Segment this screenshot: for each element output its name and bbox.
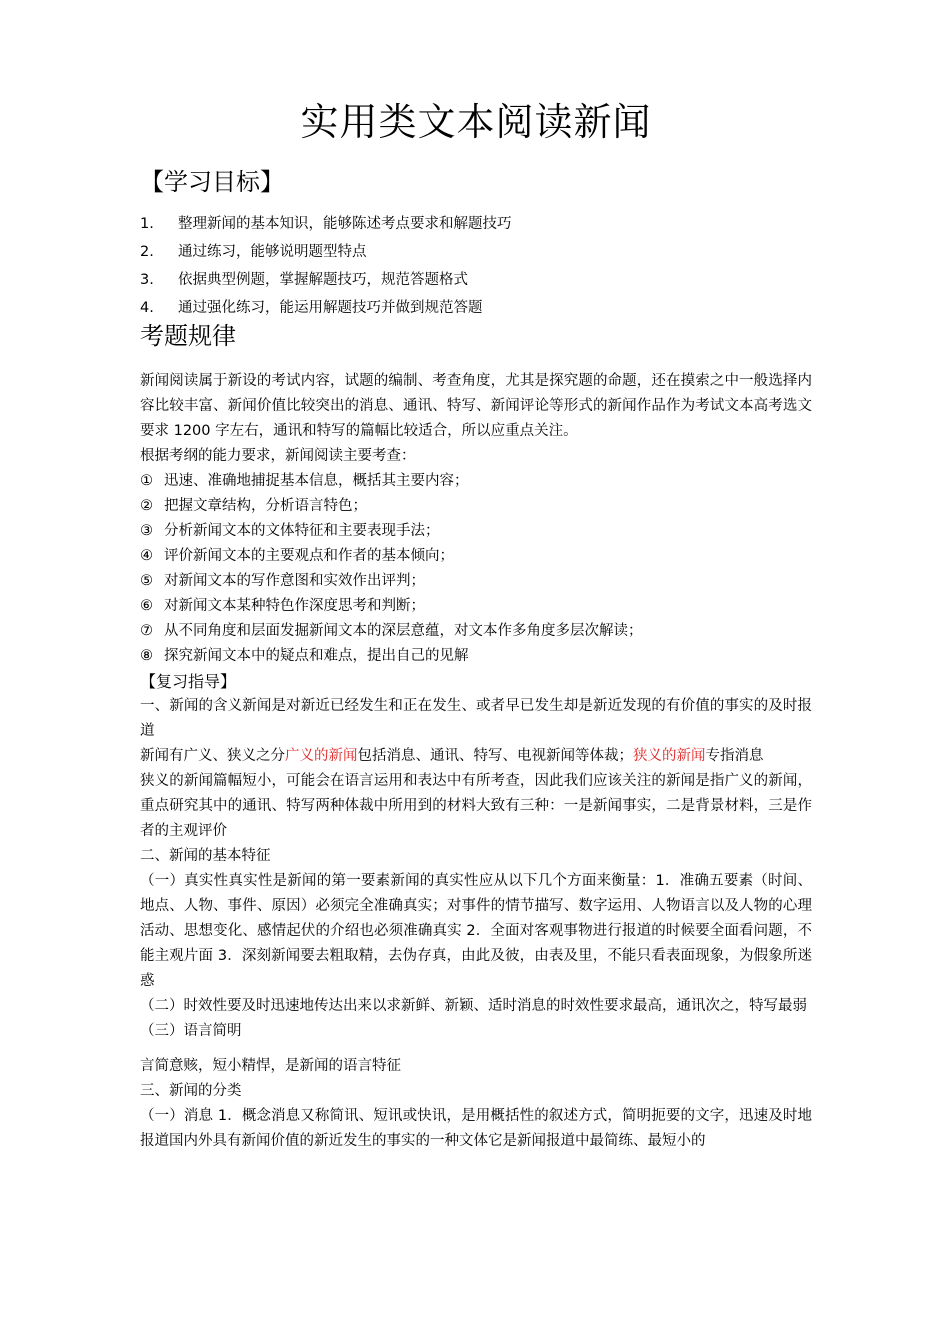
list-mark: ⑤ bbox=[140, 573, 153, 589]
goals-heading: 【学习目标】 bbox=[140, 168, 284, 196]
list-text: 探究新闻文本中的疑点和难点，提出自己的见解 bbox=[164, 648, 469, 664]
list-text: 分析新闻文本的文体特征和主要表现手法； bbox=[164, 523, 440, 539]
list-text: 对新闻文本的写作意图和实效作出评判； bbox=[164, 573, 425, 589]
review-authenticity: （一）真实性真实性是新闻的第一要素新闻的真实性应从以下几个方面来衡量：1．准确五要素（时间、地点、人物、事件、原因）必须完全准确真实；对事件的情节描写、数字运用、人物语言以及人物的心理活动、思想变化、感情起伏的介绍也必须准确真实 2．全面对客观事物进行报道的时候要全面看问题，不能主观片面 3．深刻新闻要去粗取精，去伪存真，由此及彼，由表及里，不能只看表面现象，为假象所迷惑 bbox=[140, 873, 812, 989]
list-mark: ③ bbox=[140, 523, 153, 539]
page-title: 实用类文本阅读新闻 bbox=[300, 100, 652, 144]
list-text: 把握文章结构，分析语言特色； bbox=[164, 498, 367, 514]
rules-heading: 考题规律 bbox=[140, 322, 236, 350]
list-mark: ④ bbox=[140, 548, 153, 564]
list-item bbox=[140, 294, 512, 322]
list-item bbox=[140, 594, 812, 619]
list-item bbox=[140, 469, 812, 494]
list-item bbox=[140, 544, 812, 569]
list-item bbox=[140, 210, 512, 238]
review-timeliness: （二）时效性要及时迅速地传达出来以求新鲜、新颖、适时消息的时效性要求最高，通讯次之，特写最弱 bbox=[140, 998, 807, 1014]
review-concise-heading: （三）语言简明 bbox=[140, 1023, 242, 1039]
list-item bbox=[140, 644, 812, 669]
list-item bbox=[140, 494, 812, 519]
list-mark: ⑧ bbox=[140, 648, 153, 664]
goals-list bbox=[140, 210, 512, 322]
list-mark: ② bbox=[140, 498, 153, 514]
highlight-narrow-news: 狭义的新闻 bbox=[633, 748, 706, 764]
list-number: 2. bbox=[140, 244, 154, 260]
list-number: 4. bbox=[140, 300, 154, 316]
list-text: 整理新闻的基本知识，能够陈述考点要求和解题技巧 bbox=[178, 216, 512, 232]
list-item bbox=[140, 569, 812, 594]
review-definition: 一、新闻的含义新闻是对新近已经发生和正在发生、或者早已发生却是新近发现的有价值的事实的及时报道 bbox=[140, 698, 812, 739]
list-text: 通过练习，能够说明题型特点 bbox=[178, 244, 367, 260]
list-item bbox=[140, 238, 512, 266]
review-features-heading: 二、新闻的基本特征 bbox=[140, 848, 271, 864]
review-types-heading: 三、新闻的分类 bbox=[140, 1083, 242, 1099]
review-heading: 【复习指导】 bbox=[140, 672, 237, 691]
list-text: 迅速、准确地捕捉基本信息，概括其主要内容； bbox=[164, 473, 469, 489]
list-item bbox=[140, 266, 512, 294]
text-span: 新闻有广义、狭义之分 bbox=[140, 748, 285, 764]
review-news-message: （一）消息 1．概念消息又称简讯、短讯或快讯，是用概括性的叙述方式，简明扼要的文字，迅速及时地报道国内外具有新闻价值的新近发生的事实的一种文体它是新闻报道中最简练、最短小的 bbox=[140, 1108, 812, 1149]
list-text: 从不同角度和层面发掘新闻文本的深层意蕴，对文本作多角度多层次解读； bbox=[164, 623, 643, 639]
list-number: 1. bbox=[140, 216, 154, 232]
list-text: 对新闻文本某种特色作深度思考和判断； bbox=[164, 598, 425, 614]
list-mark: ① bbox=[140, 473, 153, 489]
list-text: 通过强化练习，能运用解题技巧并做到规范答题 bbox=[178, 300, 483, 316]
list-text: 评价新闻文本的主要观点和作者的基本倾向； bbox=[164, 548, 454, 564]
list-text: 依据典型例题，掌握解题技巧，规范答题格式 bbox=[178, 272, 468, 288]
list-mark: ⑥ bbox=[140, 598, 153, 614]
list-number: 3. bbox=[140, 272, 154, 288]
highlight-broad-news: 广义的新闻 bbox=[285, 748, 358, 764]
review-scope bbox=[140, 744, 812, 769]
rules-body bbox=[140, 369, 812, 1154]
rules-lead: 根据考纲的能力要求，新闻阅读主要考查： bbox=[140, 448, 416, 464]
list-item bbox=[140, 619, 812, 644]
rules-intro: 新闻阅读属于新设的考试内容，试题的编制、考查角度，尤其是探究题的命题，还在摸索之中一般选择内容比较丰富、新闻价值比较突出的消息、通讯、特写、新闻评论等形式的新闻作品作为考试文本高考选文要求 1200 字左右，通讯和特写的篇幅比较适合，所以应重点关注。 bbox=[140, 373, 812, 439]
list-item bbox=[140, 519, 812, 544]
text-span: 包括消息、通讯、特写、电视新闻等体裁； bbox=[357, 748, 633, 764]
review-concise-text: 言简意赅，短小精悍，是新闻的语言特征 bbox=[140, 1058, 401, 1074]
review-materials: 狭义的新闻篇幅短小，可能会在语言运用和表达中有所考查，因此我们应该关注的新闻是指广义的新闻，重点研究其中的通讯、特写两种体裁中所用到的材料大致有三种：一是新闻事实，二是背景材料，三是作者的主观评价 bbox=[140, 773, 812, 839]
list-mark: ⑦ bbox=[140, 623, 153, 639]
text-span: 专指消息 bbox=[705, 748, 764, 764]
